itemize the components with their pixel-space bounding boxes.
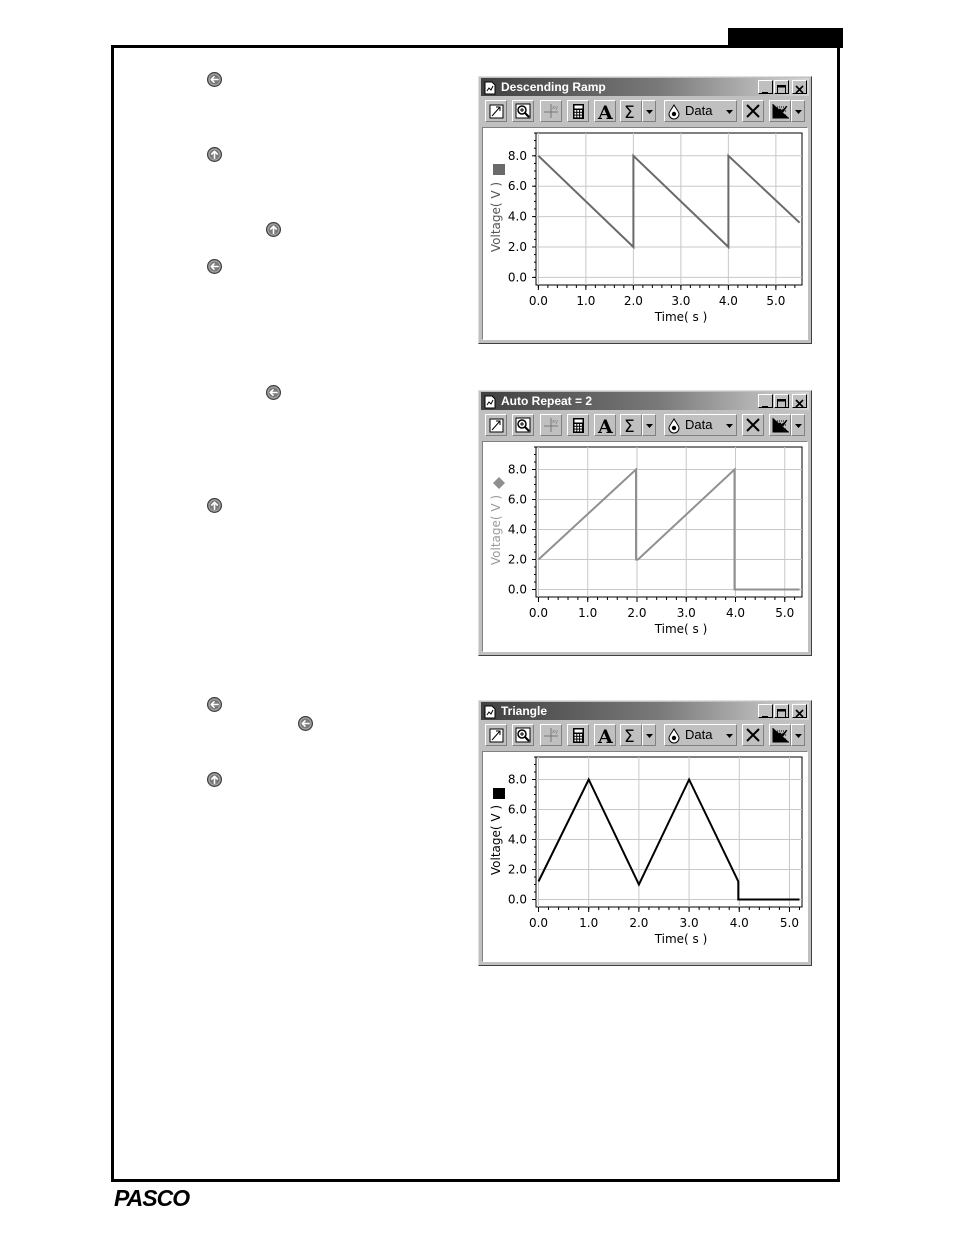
y-axis-label: Voltage( V ) (489, 494, 503, 566)
close-window-button[interactable] (792, 394, 807, 408)
y-tick-label: 2.0 (507, 552, 527, 567)
svg-text:xy: xy (552, 105, 558, 111)
window-title: Auto Repeat = 2 (501, 394, 593, 408)
minimize-button[interactable] (758, 80, 773, 94)
close-icon (743, 101, 765, 121)
statistics-dropdown-button[interactable] (642, 724, 656, 746)
chart-svg (483, 752, 807, 961)
minimize-icon (759, 708, 772, 720)
svg-text:Σ: Σ (624, 417, 635, 435)
delete-button[interactable] (742, 414, 764, 436)
zoom-button[interactable] (512, 724, 534, 746)
maximize-button[interactable] (774, 80, 789, 94)
data-dropdown-label: Data (685, 103, 713, 118)
left-arrow-circle-icon (207, 72, 222, 87)
smart-cursor-button[interactable] (540, 724, 562, 746)
x-tick-label: 2.0 (629, 916, 649, 930)
up-arrow-circle-icon (207, 147, 222, 162)
graph-display[interactable] (482, 127, 808, 340)
y-axis-label: Voltage( V ) (489, 181, 503, 253)
legend-marker (493, 477, 505, 489)
graph-toolbar (481, 722, 809, 749)
smart-cursor-icon (541, 415, 563, 435)
graph-display[interactable] (482, 751, 808, 962)
calculator-button[interactable] (567, 414, 589, 436)
y-tick-label: 4.0 (507, 209, 527, 224)
graph-toolbar (481, 412, 809, 439)
window-title-bar[interactable] (481, 78, 809, 96)
x-tick-label: 2.0 (627, 606, 647, 620)
x-tick-label: 5.0 (779, 916, 799, 930)
close-window-button[interactable] (792, 80, 807, 94)
autoscale-icon (486, 101, 508, 121)
graph-window-1[interactable] (478, 76, 812, 344)
calculator-icon (568, 101, 590, 121)
settings-dropdown-button[interactable] (791, 414, 805, 436)
chart-svg (483, 128, 807, 339)
smart-cursor-button[interactable] (540, 100, 562, 122)
close-icon (743, 415, 765, 435)
x-tick-label: 3.0 (679, 916, 699, 930)
chevron-down-icon (643, 101, 657, 121)
maximize-icon (775, 84, 788, 96)
chevron-down-icon (792, 101, 806, 121)
window-title: Triangle (501, 704, 548, 718)
y-tick-label: 0.0 (507, 582, 527, 597)
autoscale-button[interactable] (485, 414, 507, 436)
x-tick-label: 4.0 (725, 606, 746, 620)
smart-cursor-icon (541, 725, 563, 745)
sigma-icon (621, 415, 643, 435)
close-icon (793, 84, 806, 96)
graph-settings-icon (770, 415, 792, 435)
x-tick-label: 0.0 (528, 294, 548, 308)
y-tick-label: 8.0 (507, 462, 527, 477)
data-dropdown-label: Data (685, 727, 713, 742)
calculator-button[interactable] (567, 724, 589, 746)
graph-window-2[interactable] (478, 390, 812, 656)
minimize-button[interactable] (758, 394, 773, 408)
x-axis-label: Time( s ) (654, 622, 708, 636)
settings-button[interactable] (769, 724, 791, 746)
x-axis-label: Time( s ) (654, 932, 708, 946)
x-tick-label: 1.0 (578, 606, 598, 620)
window-title-bar[interactable] (481, 392, 809, 410)
maximize-icon (775, 708, 788, 720)
settings-dropdown-button[interactable] (791, 724, 805, 746)
pasco-logo (113, 1186, 213, 1214)
annotation-button[interactable] (594, 100, 616, 122)
x-axis-label: Time( s ) (654, 310, 708, 324)
svg-text:A: A (598, 726, 613, 745)
x-tick-label: 1.0 (576, 294, 596, 308)
maximize-icon (775, 398, 788, 410)
maximize-button[interactable] (774, 394, 789, 408)
svg-text:xy: xy (552, 729, 558, 735)
graph-settings-icon (770, 725, 792, 745)
document-icon (484, 394, 496, 408)
x-tick-label: 3.0 (671, 294, 691, 308)
chevron-down-icon (643, 415, 657, 435)
sigma-icon (621, 101, 643, 121)
document-icon (484, 80, 496, 94)
y-tick-label: 8.0 (507, 772, 527, 787)
zoom-button[interactable] (512, 100, 534, 122)
x-tick-label: 5.0 (766, 294, 786, 308)
x-tick-label: 5.0 (775, 606, 795, 620)
y-axis-label: Voltage( V ) (489, 804, 503, 876)
y-tick-label: 6.0 (507, 492, 527, 507)
close-icon (793, 708, 806, 720)
left-arrow-circle-icon (298, 716, 313, 731)
annotation-button[interactable] (594, 414, 616, 436)
minimize-icon (759, 84, 772, 96)
x-tick-label: 1.0 (579, 916, 599, 930)
left-arrow-circle-icon (207, 259, 222, 274)
autoscale-button[interactable] (485, 724, 507, 746)
x-tick-label: 4.0 (718, 294, 738, 308)
y-tick-label: 2.0 (507, 240, 527, 254)
autoscale-button[interactable] (485, 100, 507, 122)
annotation-icon (595, 101, 617, 121)
svg-text:xy: xy (552, 419, 558, 425)
data-dropdown-button[interactable] (664, 724, 737, 746)
legend-marker (493, 164, 505, 175)
zoom-button[interactable] (512, 414, 534, 436)
statistics-button[interactable] (620, 414, 642, 436)
settings-button[interactable] (769, 414, 791, 436)
graph-toolbar (481, 98, 809, 125)
x-tick-label: 2.0 (623, 294, 643, 308)
svg-text:A: A (598, 416, 613, 435)
zoom-icon (513, 415, 535, 435)
left-arrow-circle-icon (207, 697, 222, 712)
annotation-icon (595, 415, 617, 435)
y-tick-label: 8.0 (507, 148, 527, 163)
autoscale-icon (486, 725, 508, 745)
up-arrow-circle-icon (207, 498, 222, 513)
y-tick-label: 0.0 (507, 270, 527, 285)
data-dropdown-button[interactable] (664, 100, 737, 122)
zoom-icon (513, 101, 535, 121)
y-tick-label: 6.0 (507, 179, 527, 194)
annotation-icon (595, 725, 617, 745)
statistics-dropdown-button[interactable] (642, 414, 656, 436)
calculator-icon (568, 725, 590, 745)
calculator-button[interactable] (567, 100, 589, 122)
y-tick-label: 4.0 (507, 832, 527, 847)
minimize-icon (759, 398, 772, 410)
autoscale-icon (486, 415, 508, 435)
data-dropdown-label: Data (685, 417, 713, 432)
chevron-down-icon (643, 725, 657, 745)
minimize-button[interactable] (758, 704, 773, 718)
up-arrow-circle-icon (207, 772, 222, 787)
svg-text:PASCO: PASCO (114, 1186, 190, 1210)
x-tick-label: 3.0 (676, 606, 696, 620)
close-window-button[interactable] (792, 704, 807, 718)
up-arrow-circle-icon (266, 222, 281, 237)
legend-marker (493, 788, 505, 799)
zoom-icon (513, 725, 535, 745)
delete-button[interactable] (742, 724, 764, 746)
graph-settings-icon (770, 101, 792, 121)
sigma-icon (621, 725, 643, 745)
chevron-down-icon (792, 415, 806, 435)
settings-dropdown-button[interactable] (791, 100, 805, 122)
maximize-button[interactable] (774, 704, 789, 718)
settings-button[interactable] (769, 100, 791, 122)
chart-svg (483, 442, 807, 651)
graph-display[interactable] (482, 441, 808, 652)
y-tick-label: 4.0 (507, 522, 527, 537)
close-icon (743, 725, 765, 745)
statistics-button[interactable] (620, 100, 642, 122)
statistics-button[interactable] (620, 724, 642, 746)
svg-text:Σ: Σ (624, 727, 635, 745)
close-icon (793, 398, 806, 410)
chevron-down-icon (792, 725, 806, 745)
y-tick-label: 2.0 (507, 862, 527, 877)
x-tick-label: 0.0 (528, 916, 549, 930)
delete-button[interactable] (742, 100, 764, 122)
annotation-button[interactable] (594, 724, 616, 746)
x-tick-label: 4.0 (729, 916, 749, 930)
svg-text:A: A (598, 102, 613, 121)
document-icon (484, 704, 496, 718)
calculator-icon (568, 415, 590, 435)
data-dropdown-button[interactable] (664, 414, 737, 436)
smart-cursor-button[interactable] (540, 414, 562, 436)
left-arrow-circle-icon (266, 385, 281, 400)
y-tick-label: 6.0 (507, 802, 527, 817)
y-tick-label: 0.0 (507, 892, 527, 907)
graph-window-3[interactable] (478, 700, 812, 966)
svg-text:Σ: Σ (624, 103, 635, 121)
window-title-bar[interactable] (481, 702, 809, 720)
smart-cursor-icon (541, 101, 563, 121)
window-title: Descending Ramp (501, 80, 606, 94)
statistics-dropdown-button[interactable] (642, 100, 656, 122)
x-tick-label: 0.0 (528, 606, 549, 620)
